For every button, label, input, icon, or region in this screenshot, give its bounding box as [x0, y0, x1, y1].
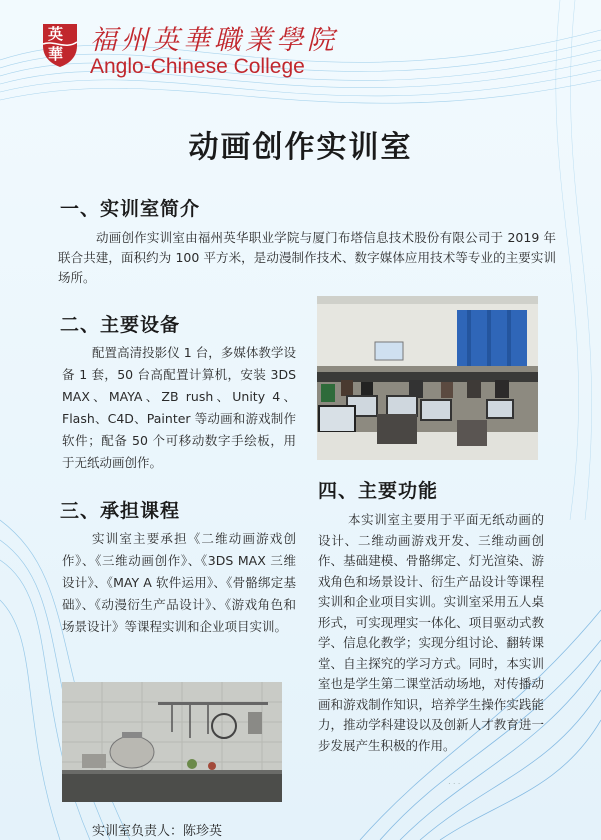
- logo-char-top: 英: [48, 25, 64, 43]
- section-body-functions: 本实训室主要用于平面无纸动画的设计、二维动画游戏开发、三维动画创作、基础建模、骨骼绑定、灯光渲染、游戏角色和场景设计、衍生产品设计等课程实训和企业项目实训。实训室采用五人桌形式，可实现理实一体化、项目驱动式教学、信息化教学；实现分组讨论、翻转课堂、自主探究的学习方式。同时，本实训室也是学生第二课堂活动场地，对传播动画和游戏制作知识，培养学生操作实践能力，推动学科建设以及创新人才教育进一步发展产生积极的作用。: [318, 512, 544, 753]
- logo-char-bottom: 華: [48, 45, 64, 63]
- section-body-equipment: 配置高清投影仪 1 台，多媒体教学设备 1 套，50 台高配置计算机，安装 3DS MAX、MAYA、ZB rush、Unity 4、Flash、C4D、Painter 等动画和游戏制作软件；配备 50 个可移动数字手绘板，用于无纸动画创作。: [62, 345, 296, 470]
- college-name-en: Anglo-Chinese College: [90, 55, 305, 78]
- section-body-courses: 实训室主要承担《二维动画游戏创作》、《三维动画创作》、《3DS MAX 三维设计》、《MAY A 软件运用》、《骨骼绑定基础》、《动漫衍生产品设计》、《游戏角色和场景设计》等课程实训和企业项目实训。: [62, 531, 296, 634]
- section-heading-courses: 三、承担课程: [60, 500, 181, 522]
- section-heading-functions: 四、主要功能: [318, 480, 439, 502]
- lab-manager: 实训室负责人：陈珍英: [92, 824, 223, 839]
- watermark: [448, 778, 488, 790]
- page-header: [0, 0, 601, 88]
- render-photo: [62, 682, 282, 802]
- section-heading-intro: 一、实训室简介: [60, 198, 201, 220]
- lab-photo: [317, 296, 538, 460]
- svg-text:· · ·: · · ·: [448, 779, 461, 788]
- college-name-cn: 福州英華職業學院: [90, 25, 338, 56]
- section-body-intro: 动画创作实训室由福州英华职业学院与厦门布塔信息技术股份有限公司于 2019 年联合共建，面积约为 100 平方米，是动漫制作技术、数字媒体应用技术等专业的主要实训场所。: [58, 230, 556, 285]
- section-heading-equipment: 二、主要设备: [60, 314, 181, 336]
- page-title: 动画创作实训室: [188, 130, 413, 165]
